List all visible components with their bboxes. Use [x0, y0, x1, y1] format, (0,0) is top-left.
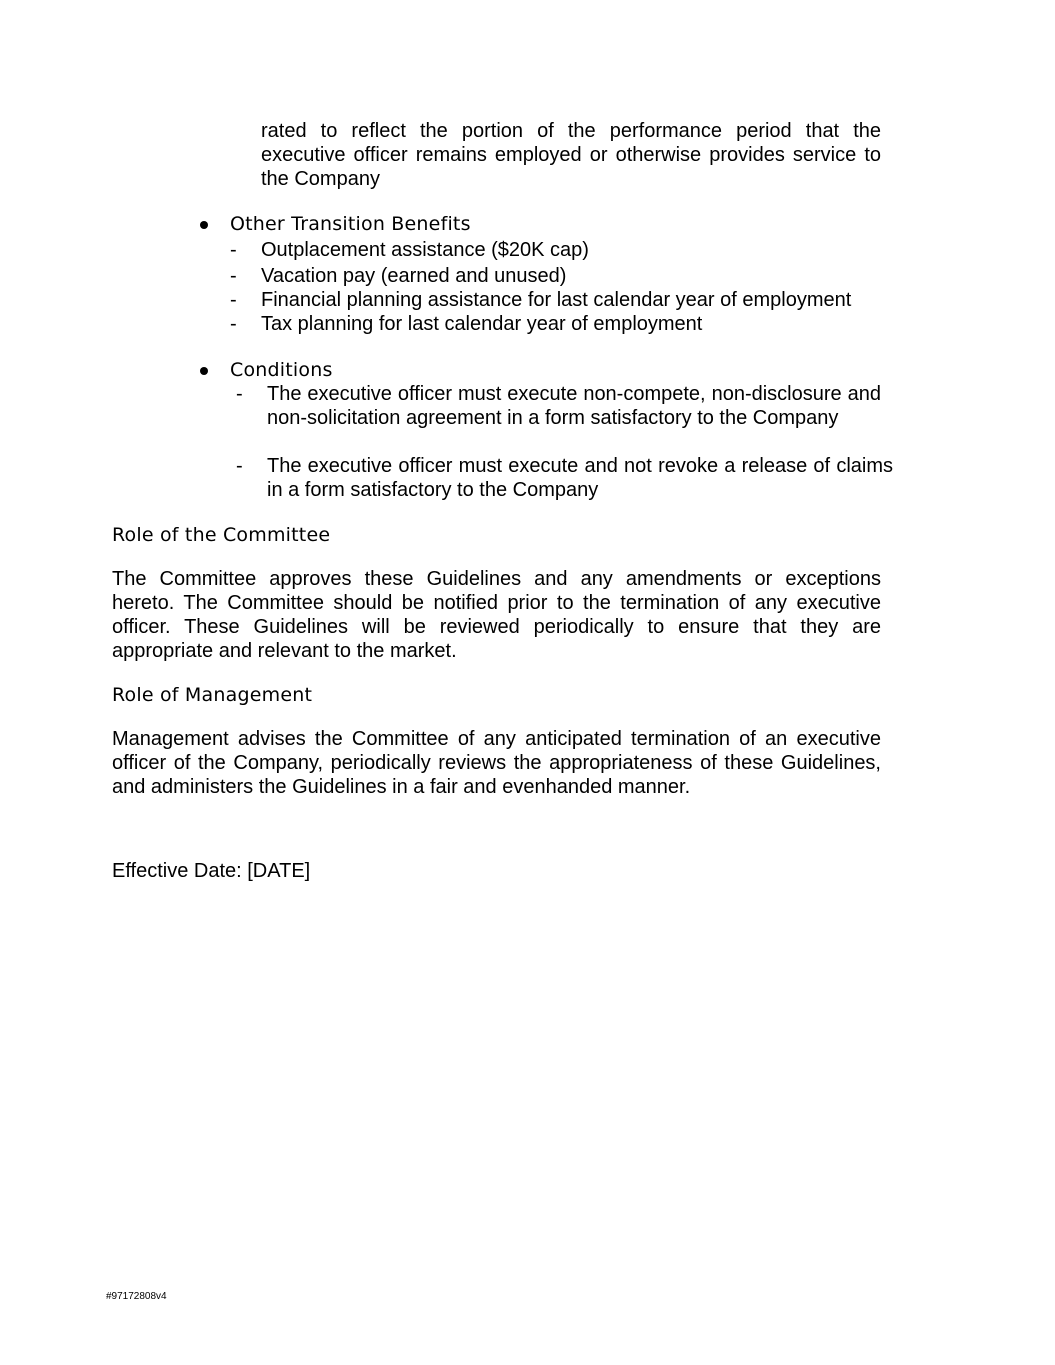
dash-icon: - [230, 313, 237, 335]
document-id-footer: #97172808v4 [106, 1291, 167, 1302]
dash-icon: - [230, 239, 237, 261]
condition-item: The executive officer must execute non-compete, non-disclosure and non-solicitation agreement in a form satisfactory to the Company [267, 383, 881, 429]
other-benefits-heading: Other Transition Benefits [230, 213, 471, 235]
dash-icon: - [230, 265, 237, 287]
committee-heading: Role of the Committee [112, 524, 331, 546]
bullet-icon [200, 221, 208, 229]
continuation-paragraph: rated to reflect the portion of the performance period that the executive officer remains employed or otherwise provides service to the Company [261, 120, 881, 190]
condition-item: The executive officer must execute and not revoke a release of claims in a form satisfactory to the Company [267, 455, 893, 501]
list-item: Vacation pay (earned and unused) [261, 265, 567, 287]
committee-paragraph: The Committee approves these Guidelines and any amendments or exceptions hereto. The Committee should be notified prior to the termination of any executive officer. These Guidelines will be reviewed periodically to ensure that they are appropriate and relevant to the market. [112, 568, 881, 662]
management-paragraph: Management advises the Committee of any anticipated termination of an executive officer of the Company, periodically reviews the appropriateness of these Guidelines, and administers the Guidelines in a fair and evenhanded manner. [112, 728, 881, 798]
dash-icon: - [236, 455, 243, 477]
bullet-icon [200, 367, 208, 375]
list-item: Outplacement assistance ($20K cap) [261, 239, 589, 261]
dash-icon: - [236, 383, 243, 405]
effective-date: Effective Date: [DATE] [112, 860, 311, 882]
list-item: Financial planning assistance for last calendar year of employment [261, 289, 852, 311]
list-item: Tax planning for last calendar year of employment [261, 313, 703, 335]
dash-icon: - [230, 289, 237, 311]
management-heading: Role of Management [112, 684, 313, 706]
conditions-heading: Conditions [230, 359, 333, 381]
